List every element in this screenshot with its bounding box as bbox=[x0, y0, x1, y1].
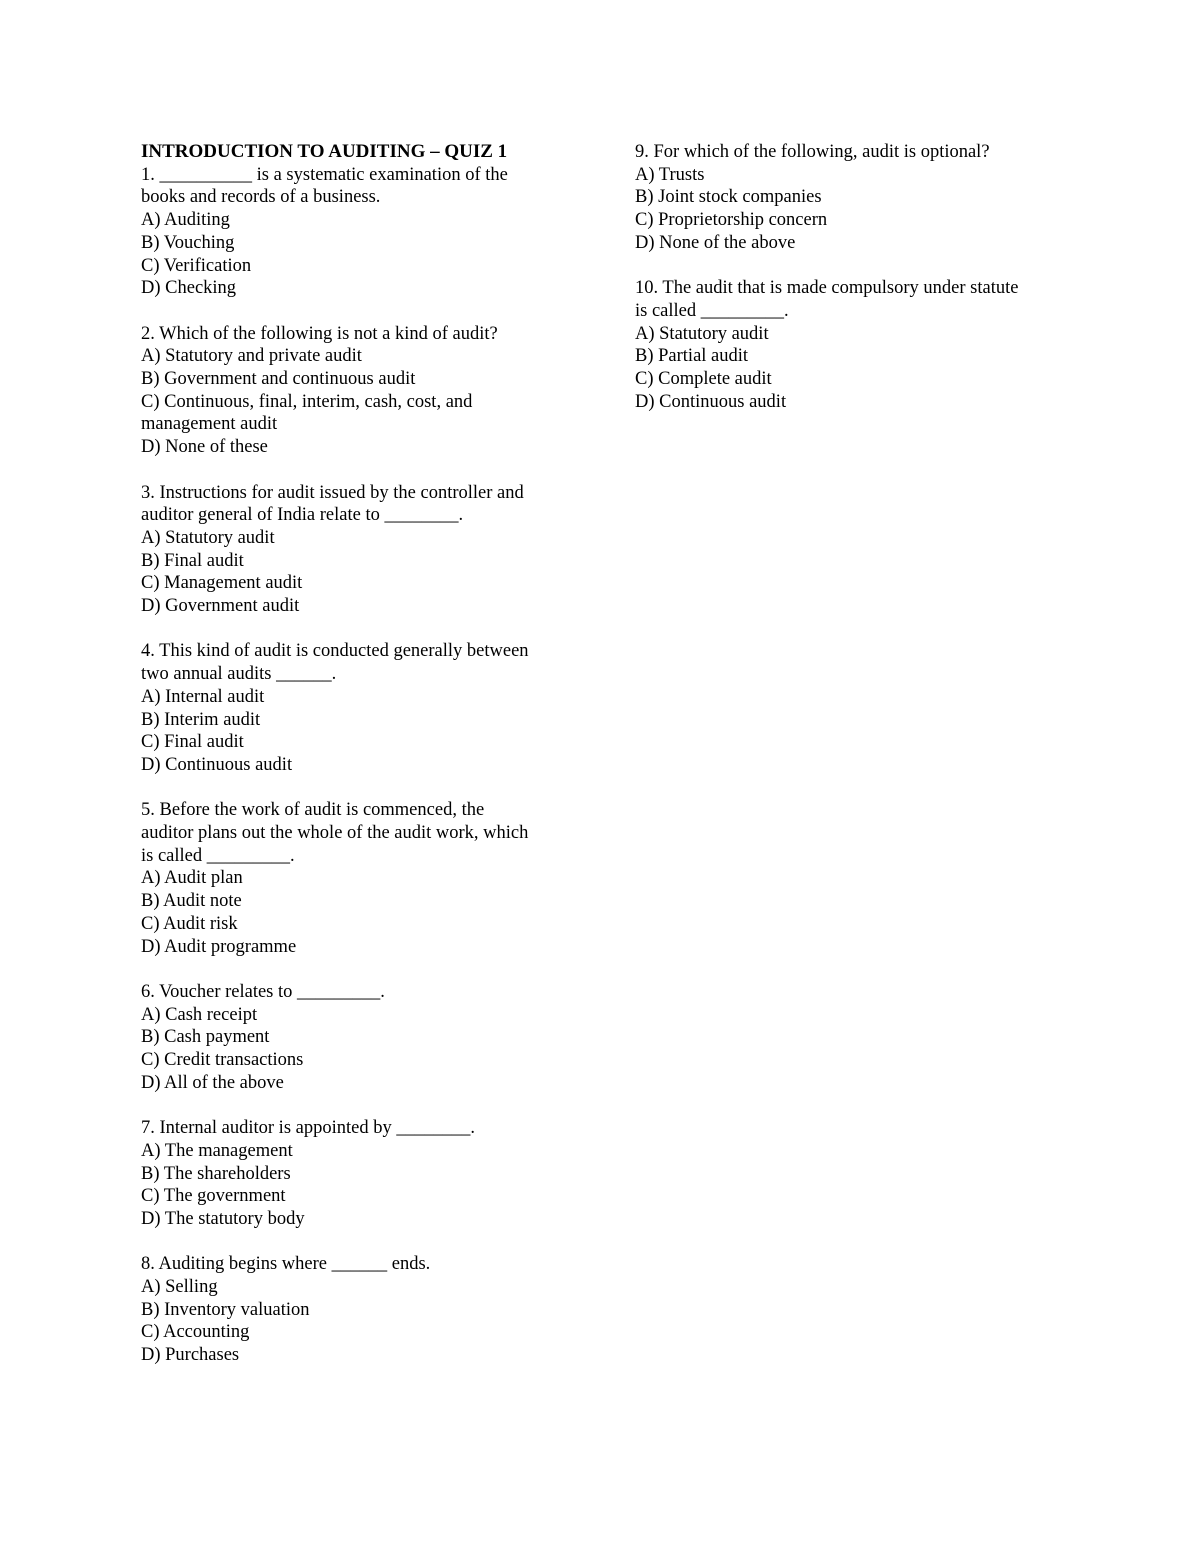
answer-option: C) Audit risk bbox=[141, 913, 238, 934]
answer-option: A) Statutory audit bbox=[635, 323, 769, 344]
question-text-line: 10. The audit that is made compulsory under statute bbox=[635, 278, 1019, 299]
answer-option: C) Final audit bbox=[141, 732, 244, 753]
answer-option: B) The shareholders bbox=[141, 1163, 291, 1184]
question-1 bbox=[141, 164, 571, 300]
answer-option: A) Trusts bbox=[635, 164, 705, 185]
left-column bbox=[141, 141, 571, 1367]
answer-option: C) Management audit bbox=[141, 573, 303, 594]
question-text-line: is called _________. bbox=[635, 300, 789, 321]
answer-option: C) Continuous, final, interim, cash, cost, and bbox=[141, 391, 473, 412]
question-text-line: 6. Voucher relates to _________. bbox=[141, 981, 385, 1002]
answer-option: B) Vouching bbox=[141, 232, 235, 253]
answer-option: management audit bbox=[141, 414, 278, 435]
answer-option: C) Accounting bbox=[141, 1322, 250, 1343]
left-question-group bbox=[141, 164, 571, 1367]
question-6 bbox=[141, 981, 571, 1095]
answer-option: D) All of the above bbox=[141, 1072, 284, 1093]
right-question-group bbox=[635, 141, 1065, 413]
answer-option: C) Proprietorship concern bbox=[635, 210, 828, 231]
answer-option: C) Verification bbox=[141, 255, 252, 276]
answer-option: A) Cash receipt bbox=[141, 1004, 258, 1025]
answer-option: D) Checking bbox=[141, 278, 237, 299]
question-text-line: 5. Before the work of audit is commenced, the bbox=[141, 800, 485, 821]
answer-option: D) Continuous audit bbox=[635, 391, 787, 412]
question-text-line: books and records of a business. bbox=[141, 187, 381, 208]
question-text-line: auditor plans out the whole of the audit work, which bbox=[141, 823, 529, 844]
question-text-line: 7. Internal auditor is appointed by ________. bbox=[141, 1118, 475, 1139]
answer-option: B) Government and continuous audit bbox=[141, 369, 416, 390]
answer-option: A) Audit plan bbox=[141, 868, 243, 889]
question-3 bbox=[141, 482, 571, 618]
answer-option: B) Inventory valuation bbox=[141, 1299, 310, 1320]
answer-option: D) Government audit bbox=[141, 596, 300, 617]
question-text-line: 1. __________ is a systematic examination of the bbox=[141, 164, 508, 185]
answer-option: A) Auditing bbox=[141, 210, 230, 231]
answer-option: C) Credit transactions bbox=[141, 1050, 304, 1071]
question-text-line: 2. Which of the following is not a kind of audit? bbox=[141, 323, 498, 344]
answer-option: A) Statutory and private audit bbox=[141, 346, 362, 367]
question-5 bbox=[141, 799, 571, 958]
answer-option: A) Statutory audit bbox=[141, 527, 275, 548]
question-7 bbox=[141, 1117, 571, 1231]
question-8 bbox=[141, 1253, 571, 1367]
question-text-line: two annual audits ______. bbox=[141, 664, 337, 685]
question-text-line: 9. For which of the following, audit is optional? bbox=[635, 142, 990, 162]
answer-option: A) The management bbox=[141, 1140, 293, 1161]
question-text-line: 8. Auditing begins where ______ ends. bbox=[141, 1254, 431, 1275]
quiz-title: INTRODUCTION TO AUDITING – QUIZ 1 bbox=[141, 141, 508, 162]
answer-option: B) Joint stock companies bbox=[635, 187, 822, 208]
question-text-line: auditor general of India relate to ________. bbox=[141, 505, 464, 526]
right-column bbox=[635, 141, 1065, 413]
answer-option: B) Partial audit bbox=[635, 346, 749, 367]
answer-option: D) The statutory body bbox=[141, 1208, 305, 1229]
question-10 bbox=[635, 277, 1065, 413]
answer-option: B) Final audit bbox=[141, 550, 244, 571]
question-9 bbox=[635, 141, 1065, 255]
answer-option: A) Internal audit bbox=[141, 686, 265, 707]
question-2 bbox=[141, 323, 571, 459]
answer-option: D) None of the above bbox=[635, 232, 796, 253]
answer-option: B) Cash payment bbox=[141, 1027, 270, 1048]
answer-option: D) Audit programme bbox=[141, 936, 297, 957]
answer-option: A) Selling bbox=[141, 1277, 218, 1298]
answer-option: C) The government bbox=[141, 1186, 286, 1207]
question-text-line: is called _________. bbox=[141, 845, 295, 866]
question-text-line: 3. Instructions for audit issued by the controller and bbox=[141, 482, 524, 503]
answer-option: D) Purchases bbox=[141, 1345, 240, 1366]
question-text-line: 4. This kind of audit is conducted generally between bbox=[141, 641, 529, 662]
question-4 bbox=[141, 640, 571, 776]
answer-option: B) Audit note bbox=[141, 891, 242, 912]
answer-option: C) Complete audit bbox=[635, 369, 772, 390]
answer-option: D) Continuous audit bbox=[141, 754, 293, 775]
answer-option: B) Interim audit bbox=[141, 709, 261, 730]
answer-option: D) None of these bbox=[141, 437, 268, 458]
